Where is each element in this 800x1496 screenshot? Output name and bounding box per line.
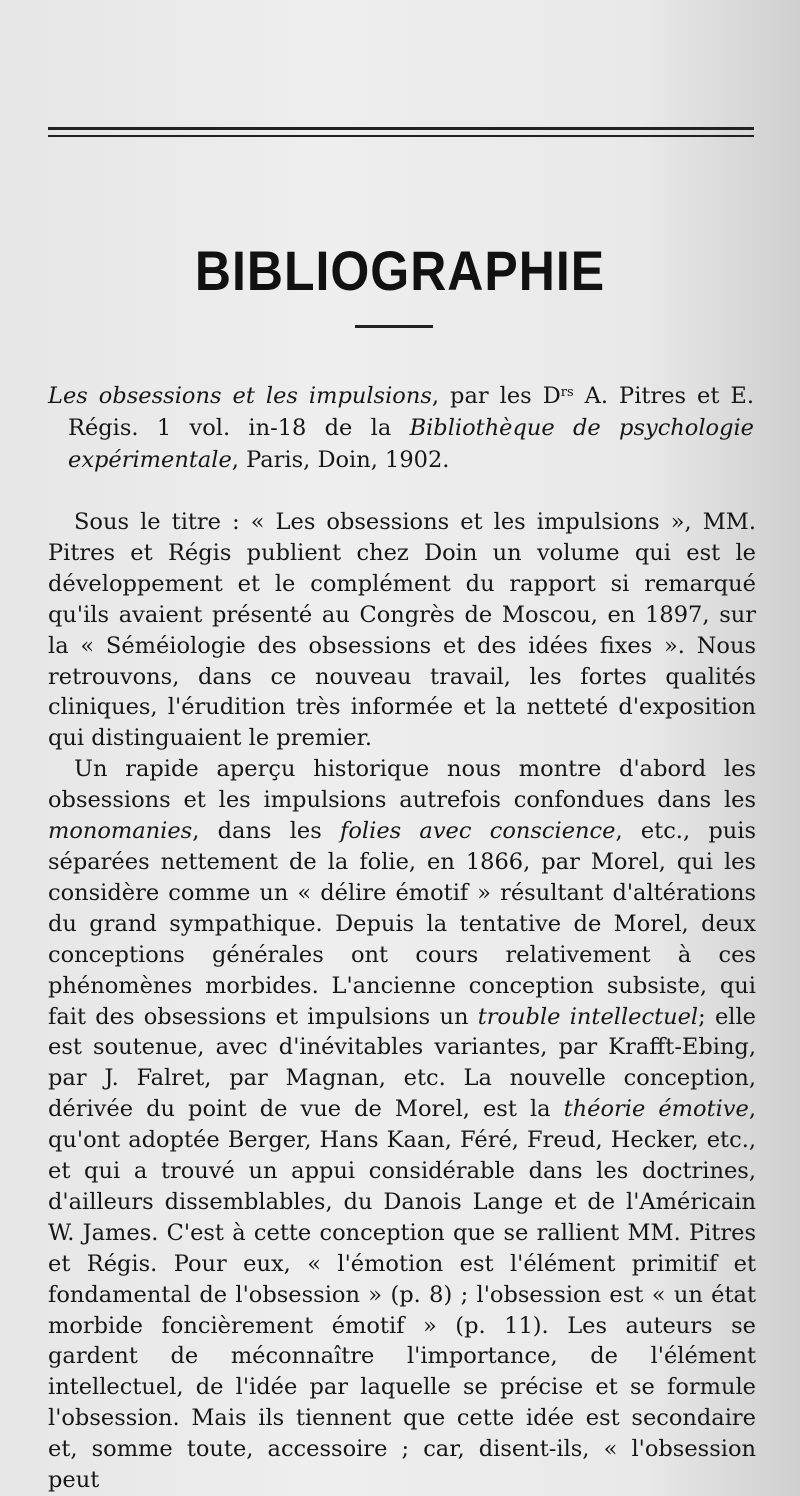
italic-phrase: théorie émotive [563, 1096, 749, 1123]
italic-phrase: folies avec conscience [340, 818, 616, 845]
citation-authors: A. Pitres et E. Régis. 1 vol. in-18 de la [68, 383, 754, 441]
text-run: ; elle est soutenue, avec d'inévitables variantes, par Krafft-Ebing, par J. Falret, par Magnan, etc. La nouvelle conception, dérivée du point de vue de Morel, est la [48, 1003, 756, 1123]
citation-publisher: , Paris, Doin, 1902. [231, 447, 450, 473]
body-paragraph [48, 754, 756, 1496]
section-title: BIBLIOGRAPHIE [194, 239, 606, 303]
italic-phrase: trouble intellectuel [477, 1003, 699, 1030]
body-paragraph [48, 507, 756, 754]
text-run: , qu'ont adoptée Berger, Hans Kaan, Féré, Freud, Hecker, etc., et qui a trouvé un appui considérable dans les doctrines, d'ailleurs dissemblables, du Danois Lange et de l'Américain W. James. C'est à cette conception que se rallient MM. Pitres et Régis. Pour eux, « l'émotion est l'élément primitif et fondamental de l'obsession » (p. 8) ; l'obsession est « un état morbide foncièrement émotif » (p. 11). Les auteurs se gardent de méconnaître l'importance, de l'élément intellectuel, de l'idée par laquelle se précise et se formule l'obsession. Mais ils tiennent que cette idée est secondaire et, somme toute, accessoire ; car, disent-ils, « l'obsession peut [48, 1096, 756, 1494]
text-run: , etc., puis séparées nettement de la folie, en 1866, par Morel, qui les considère comme un « délire émotif » résultant d'altérations du grand sympathique. Depuis la tentative de Morel, deux conceptions générales ont cours relativement à ces phénomènes morbides. L'ancienne conception subsiste, qui fait des obsessions et impulsions un [48, 818, 756, 1030]
header-rule [48, 127, 754, 130]
header-rule-thin [48, 135, 754, 137]
citation-by: , par les D [431, 383, 561, 409]
book-citation [48, 380, 754, 476]
title-rule [355, 325, 433, 328]
work-title: Les obsessions et les impulsions [48, 383, 432, 409]
italic-phrase: monomanies [48, 818, 193, 845]
citation-by-sup: rs [560, 385, 574, 400]
text-run: Sous le titre : « Les obsessions et les impulsions », MM. Pitres et Régis publient chez Doin un volume qui est le développement et le complément du rapport si remarqué qu'ils avaient présenté au Congrès de Moscou, en 1897, sur la « Séméiologie des obsessions et des idées fixes ». Nous retrouvons, dans ce nouveau travail, les fortes qualités cliniques, l'érudition très informée et la netteté d'exposition qui distinguaient le premier. [48, 509, 756, 752]
text-run: , dans les [192, 818, 341, 845]
series-title: Bibliothèque de psychologie expérimentale [68, 415, 754, 473]
text-run: Un rapide aperçu historique nous montre d'abord les obsessions et les impulsions autrefois confondues dans les [48, 756, 756, 814]
review-body [48, 507, 756, 1496]
